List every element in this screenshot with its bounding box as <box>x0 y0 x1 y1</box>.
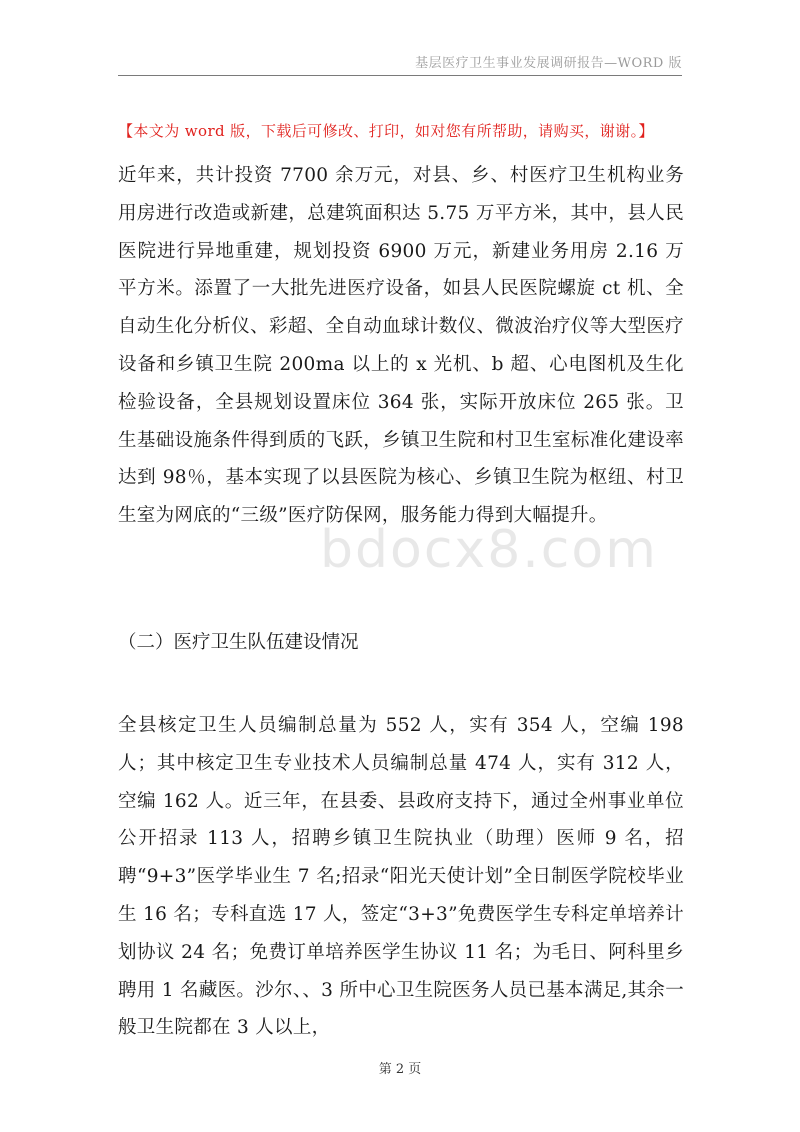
header-divider <box>118 75 682 76</box>
paragraph-medical-staff: 全县核定卫生人员编制总量为 552 人，实有 354 人，空编 198 人；其中核定卫生专业技术人员编制总量 474 人，实有 312 人，空编 162 人。近三年，在县委、县政府支持下，通过全州事业单位公开招录 113 人，招聘乡镇卫生院执业（助理）医师 9 名，招聘“9+3”医学毕业生 7 名;招录“阳光天使计划”全日制医学院校毕业生 16 名；专科直选 17 人，签定“3+3”免费医学生专科定单培养计划协议 24 名；免费订单培养医学生协议 11 名；为毛日、阿科里乡聘用 1 名藏医。沙尔、、3 所中心卫生院医务人员已基本满足,其余一般卫生院都在 3 人以上， <box>118 715 685 1039</box>
page-number: 第 2 页 <box>378 1062 422 1077</box>
paragraph-infrastructure: 近年来，共计投资 7700 余万元，对县、乡、村医疗卫生机构业务用房进行改造或新建，总建筑面积达 5.75 万平方米，其中，县人民医院进行异地重建，规划投资 6900 万元，新建业务用房 2.16 万平方米。添置了一大批先进医疗设备，如县人民医院螺旋 ct 机、全自动生化分析仪、彩超、全自动血球计数仪、微波治疗仪等大型医疗设备和乡镇卫生院 200ma 以上的 x 光机、b 超、心电图机及生化检验设备，全县规划设置床位 364 张，实际开放床位 265 张。卫生基础设施条件得到质的飞跃，乡镇卫生院和村卫生室标准化建设率达到 98％，基本实现了以县医院为核心、乡镇卫生院为枢纽、村卫生室为网底的“三级”医疗防保网，服务能力得到大幅提升。 <box>118 165 684 527</box>
section-heading-medical-staff: （二）医疗卫生队伍建设情况 <box>118 632 359 653</box>
purchase-notice: 【本文为 word 版，下载后可修改、打印，如对您有所帮助，请购买，谢谢。】 <box>118 122 654 140</box>
document-header-title: 基层医疗卫生事业发展调研报告—WORD 版 <box>415 56 682 71</box>
watermark: bdocx8.com <box>320 520 658 580</box>
